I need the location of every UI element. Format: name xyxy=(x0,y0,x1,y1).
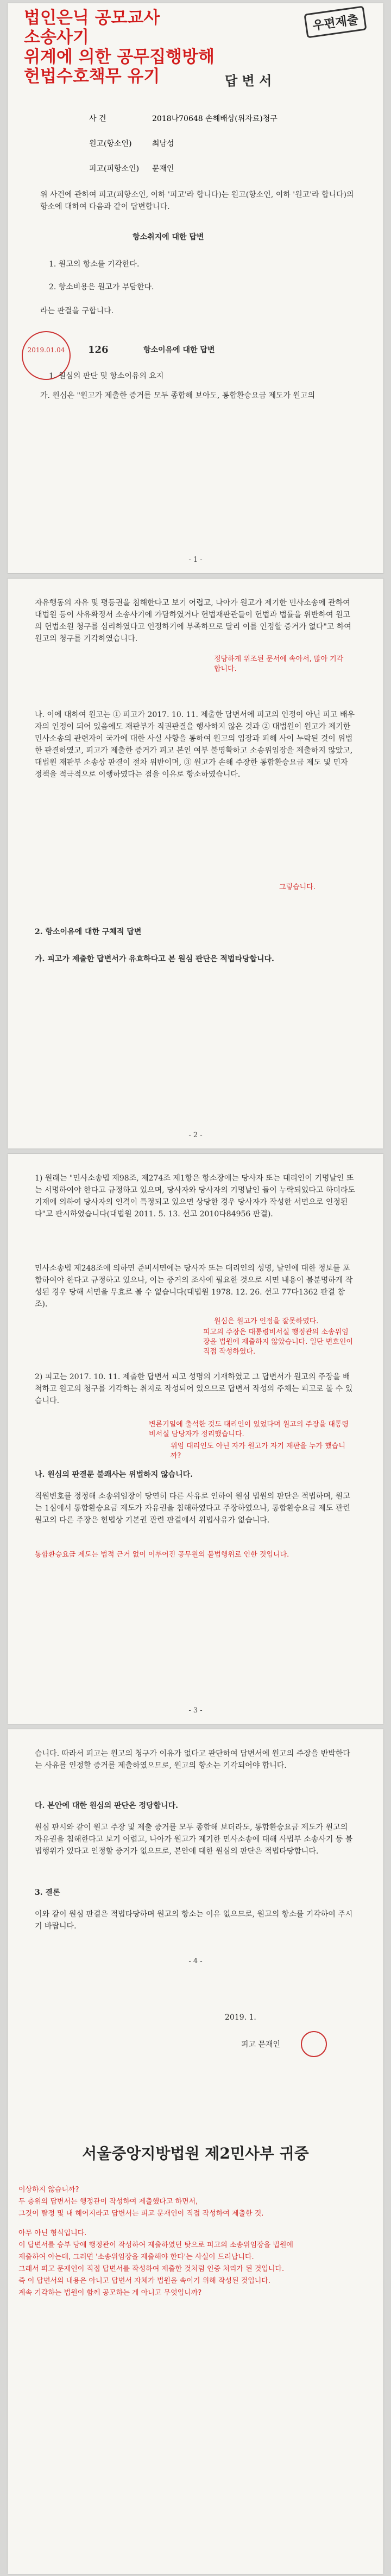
p2-paragraph-2: 나. 이에 대하여 원고는 ① 피고가 2017. 10. 11. 제출한 답변서에 피고의 인정이 아닌 피고 배우자의 인정이 되어 있음에도 재판부가 직권판결을 행사하지 않은 것과 ② 대법원이 원고가 제기한 민사소송의 관련자이 국가에 대한 사실 사항을 통하여 원고의 입장과 피해 사이 누락된 것이 위법한 판결하였고, 피고가 제출한 증거가 피고 본인 여부 불명확하고 소송위임장을 제출하지 않았고, 대법원 재판부 소송상 판결이 절차 위반이며, ③ 원고가 손해 주장한 통합환승요금 제도 및 민자정책을 적극적으로 이행하였다는 점을 이유로 항소하였습니다. xyxy=(35,710,355,779)
footer-note-1: 이상하지 않습니까? xyxy=(18,2186,79,2194)
p4-paragraph-1: 습니다. 따라서 피고는 원고의 청구가 이유가 없다고 판단하여 답변서에 원고의 주장을 반박한다는 사유를 인정할 증거를 제출하였으므로, 원고의 항소는 기각되어야 합니다. xyxy=(35,1749,350,1770)
defendant-label: 피고(피항소인) xyxy=(89,164,140,173)
p3-paragraph-1: 1) 원래는 "민사소송법 제98조, 제274조 제1항은 항소장에는 당사자 또는 대리인이 기명날인 또는 서명하여야 한다고 규정하고 있으며, 당사자와 당사자의 기명날인 들이 누락되었다고 하더라도 기재에 의하여 당사자의 인격이 특정되고 있으면 상당한 경우 당사자가 작성한 서면으로 인정된다"고 판시하였습니다(대법원 2011. 5. 13. 선고 2010다84956 판결). xyxy=(35,1174,355,1219)
p2-subsection-ga: 가. 피고가 제출한 답변서가 유효하다고 본 원심 판단은 적법타당합니다. xyxy=(35,955,274,963)
p3-annotation-4: 위임 대리인도 아닌 자가 원고가 자기 재판을 누가 했습니까? xyxy=(171,1442,345,1460)
document-page-4 xyxy=(8,1729,383,2574)
footer-note-3: 그것이 탈정 및 내 헤어지라고 답변서는 피고 문재인이 직접 작성하여 제출한 것. xyxy=(18,2210,264,2218)
document-page-1 xyxy=(8,3,383,573)
p4-paragraph-2: 원심 판시와 같이 원고 주장 및 제출 증거를 모두 종합해 보더라도, 통합환승요금 제도가 원고의 자유권을 침해한다고 보기 어렵고, 나아가 원고가 제기한 민사소송에 대해 사법부 소송사기 등 불법행위가 있다고 인정할 증거가 없으므로, 본안에 대한 원심의 판단은 적법타당합니다. xyxy=(35,1823,353,1856)
section-1-end: 라는 판결을 구합니다. xyxy=(40,307,114,315)
court-name: 서울중앙지방법원 제2민사부 귀중 xyxy=(82,2144,309,2162)
p4-subsection-da: 다. 본안에 대한 원심의 판단은 정당합니다. xyxy=(35,1801,179,1810)
footer-note-6: 제출하여 아는데, 그러면 '소송위임장을 제출해야 한다'는 사실이 드러납니다. xyxy=(18,2253,254,2261)
court-receipt-seal: 2019.01.04 xyxy=(22,331,71,380)
page-number-3: - 3 - xyxy=(188,1706,203,1715)
section-2-subtitle: 1. 원심의 판단 및 항소이유의 요지 xyxy=(49,372,164,380)
p3-annotation-1: 원심은 원고가 인정을 잘못하였다. xyxy=(214,1317,319,1325)
section-2-title: 항소이유에 대한 답변 xyxy=(143,346,215,354)
page-number-1: - 1 - xyxy=(188,556,203,564)
title-line-4: 헌법수호책무 유기 xyxy=(24,67,160,86)
case-value: 2018나70648 손해배상(위자료)청구 xyxy=(152,115,278,123)
footer-note-2: 두 층위의 답변서는 행정관이 작성하여 제출했다고 하면서, xyxy=(18,2198,198,2206)
title-line-1: 법인은닉 공모교사 xyxy=(24,8,160,28)
doc-type: 답 변 서 xyxy=(225,73,272,88)
signature-name: 피고 문재인 xyxy=(241,2040,281,2049)
p2-annotation-1: 정당하게 위조된 문서에 속아서, 많아 기각합니다. xyxy=(214,655,344,673)
page-number-2: - 2 - xyxy=(188,1131,203,1139)
signature-date: 2019. 1. xyxy=(225,2013,256,2022)
case-label: 사 건 xyxy=(89,115,106,123)
receipt-number: 126 xyxy=(88,344,109,356)
seal-stamp xyxy=(301,2031,327,2057)
footer-note-5: 이 답변서를 승부 당에 행정관이 작성하여 제출하였던 탓으로 피고의 소송위임장을 법원에 xyxy=(18,2241,293,2249)
section-1-item-2: 2. 항소비용은 원고가 부담한다. xyxy=(49,283,154,291)
p3-annotation-2: 피고의 주장은 대통령비서실 행정관의 소송위임장을 법원에 제출하지 않았습니다. 일단 변호인이 직접 작성하였다. xyxy=(203,1328,353,1356)
footer-note-8: 즉 이 답변서의 내용은 아니고 답변서 자체가 법원을 속이기 위해 작성된 것입니다. xyxy=(18,2277,271,2285)
p4-paragraph-3: 이와 같이 원심 판결은 적법타당하며 원고의 항소는 이유 없으므로, 원고의 항소를 기각하여 주시기 바랍니다. xyxy=(35,1910,353,1931)
p3-paragraph-1b: 민사소송법 제248조에 의하면 준비서면에는 당사자 또는 대리인의 성명, 날인에 대한 정보를 포함하여야 한다고 규정하고 있으나, 이는 증거의 조사에 필요한 것으로 서면 내용이 불분명하게 작성된 경우 당해 서면을 무효로 볼 수 없습니다(대법원 1978. 12. 26. 선고 77다1362 판결 참조). xyxy=(35,1264,353,1309)
p4-section-3: 3. 결론 xyxy=(35,1888,60,1897)
p3-annotation-5: 통합환승요금 제도는 법적 근거 없이 이루어진 공무원의 불법행위로 인한 것입니다. xyxy=(35,1551,289,1559)
section-1-item-1: 1. 원고의 항소를 기각한다. xyxy=(49,260,140,269)
intro-paragraph: 위 사건에 관하여 피고(피항소인, 이하 '피고'라 합니다)는 원고(항소인, 이하 '원고'라 합니다)의 항소에 대하여 다음과 같이 답변합니다. xyxy=(40,191,354,211)
plaintiff-label: 원고(항소인) xyxy=(89,139,132,148)
plaintiff-value: 최남성 xyxy=(152,139,174,148)
p3-paragraph-2: 2) 피고는 2017. 10. 11. 제출한 답변서 피고 성명의 기재하였고 그 답변서가 원고의 주장을 배척하고 원고의 청구를 기각하는 취지로 작성되어 있으므로 답변서 작성의 주체는 피고로 볼 수 있습니다. xyxy=(35,1373,353,1405)
footer-note-4: 아무 아닌 형식입니다. xyxy=(18,2229,87,2237)
section-2-paragraph: 가. 원심은 "원고가 제출한 증거를 모두 종합해 보아도, 통합환승요금 제도가 원고의 xyxy=(40,391,316,400)
section-1-title: 항소취지에 대한 답변 xyxy=(133,233,204,242)
footer-note-7: 그래서 피고 문재인이 직접 답변서를 작성하여 제출한 것처럼 인증 처리가 된 것입니다. xyxy=(18,2265,285,2273)
mail-stamp: 우편제출 xyxy=(304,5,367,38)
p3-paragraph-3: 직원변호를 정정해 소송위임장이 당연히 다른 사유로 인하여 원심 법원의 판단은 적법하며, 원고는 1심에서 통합환승요금 제도가 자유권을 침해하였다고 주장하였으나, 통합환승요금 제도 관련 원고의 다른 주장은 헌법상 기본권 관련 판결에서 위법사유가 없습니다. xyxy=(35,1492,350,1525)
title-line-2: 소송사기 xyxy=(24,28,89,47)
title-line-3: 위계에 의한 공무집행방해 xyxy=(24,47,215,67)
footer-note-9: 계속 기각하는 법원이 함께 공모하는 게 아니고 무엇입니까? xyxy=(18,2289,202,2297)
document-page-2 xyxy=(8,579,383,1149)
document-page-3 xyxy=(8,1154,383,1724)
page-number-4: - 4 - xyxy=(188,1957,203,1965)
p2-section-2: 2. 항소이유에 대한 구체적 답변 xyxy=(35,928,142,936)
p3-annotation-3: 변론기일에 출석한 것도 대리인이 있었다며 원고의 주장을 대통령비서실 담당자가 정리했습니다. xyxy=(149,1420,349,1438)
p2-annotation-2: 그렇습니다. xyxy=(279,883,316,891)
p2-paragraph-1: 자유행동의 자유 및 평등권을 침해한다고 보기 어렵고, 나아가 원고가 제기한 민사소송에 관하여 대법원 등이 사유확정서 소송사기에 가담하였거나 헌법재판관들이 헌법과 법률을 위반하여 원고의 헌법소원 청구를 심리하였다고 인정하기에 부족하므로 달리 이를 인정할 증거가 없다"고 하여 원고의 청구를 기각하였습니다. xyxy=(35,599,351,643)
p3-subsection-na: 나. 원심의 판결문 불쾌사는 위법하지 않습니다. xyxy=(35,1470,193,1479)
defendant-value: 문재인 xyxy=(152,164,174,173)
